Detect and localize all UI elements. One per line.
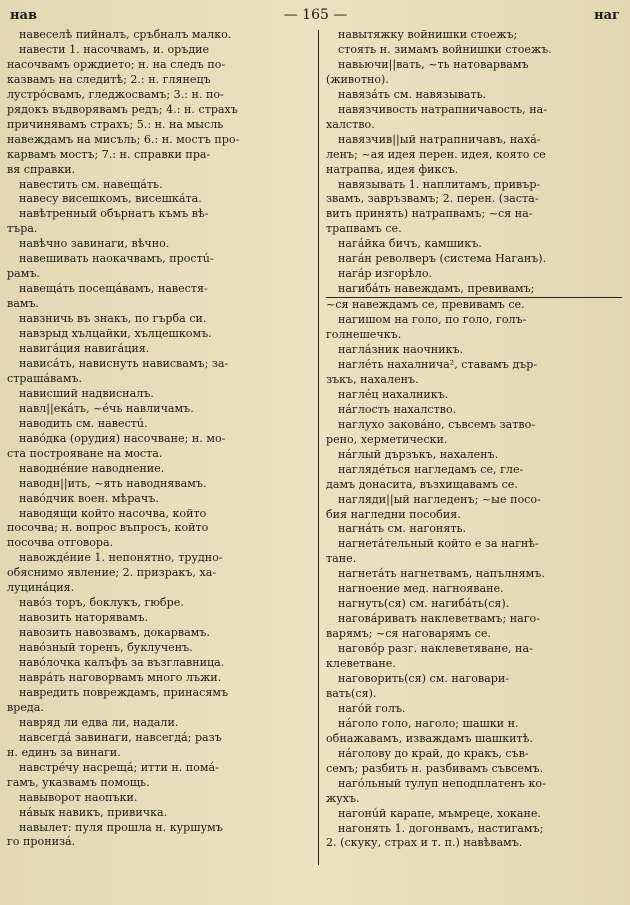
entry-line: нагáн револверъ (система Наганъ).	[338, 252, 547, 266]
right-column	[326, 28, 622, 893]
entry-line: гамъ, указвамъ помощь.	[7, 775, 150, 789]
entry-line: навеселѣ пийналъ, сръбналъ малко.	[19, 28, 232, 41]
entry-line: навестить см. навещáть.	[19, 177, 163, 191]
entry-line: навóлочка калъфъ за възглавница.	[19, 656, 225, 670]
entry-line: обяснимо явление; 2. призракъ, ха-	[7, 566, 217, 580]
header-right-guide-word: наг	[594, 7, 620, 23]
entry-line: го пронизá.	[7, 835, 76, 849]
entry-line: нагонúй карапе, мъмреце, хокане.	[338, 806, 541, 820]
entry-line: наглéц нахалникъ.	[338, 387, 449, 401]
entry-line: търа.	[7, 222, 38, 236]
page-header	[10, 4, 620, 26]
entry-line: навѣтренный обърнатъ къмъ вѣ-	[19, 207, 209, 221]
column-divider	[318, 30, 319, 865]
entry-line: страшáвамъ.	[7, 371, 83, 385]
entry-line: нáглость нахалство.	[338, 402, 457, 416]
header-left-guide-word: нав	[10, 7, 37, 23]
entry-line: нáголо голо, наголо; шашки н.	[338, 716, 519, 730]
entry-line: наводить см. навестú.	[19, 416, 148, 430]
entry-line: ленъ; ~ая идея перен. идея, която се	[326, 147, 546, 161]
entry-line: причинявамъ страхъ; 5.: н. на мысль	[7, 117, 224, 131]
entry-line: ста построяване на моста.	[7, 446, 163, 460]
entry-line: нагóльный тулуп неподплатенъ ко-	[338, 776, 546, 790]
entry-line: навряд ли едва ли, надали.	[19, 715, 179, 729]
entry-line: навигáция навигáция.	[19, 342, 150, 356]
entry-line: вамъ.	[7, 297, 40, 311]
entry-line: 2. (скуку, страх и т. п.) навѣвамъ.	[326, 836, 523, 850]
entry-line: наглухо заковáно, съвсемъ затво-	[338, 417, 536, 431]
entry-line: навеждамъ на мисъль; 6.: н. мостъ про-	[7, 132, 240, 146]
entry-line: тане.	[326, 552, 357, 566]
entry-line: навредить повреждамъ, принасямъ	[19, 685, 229, 699]
entry-line: наводнéние наводнение.	[19, 461, 165, 475]
entry-line: вить принять) натрапвамъ; ~ся на-	[326, 207, 533, 221]
entry-line: навытяжку войнишки стоежъ;	[338, 28, 518, 41]
entry-line: навóзный торенъ, буклученъ.	[19, 641, 193, 655]
entry-line: нагнуть(ся) см. нагибáть(ся).	[338, 597, 510, 611]
entry-line: навозить наторявамъ.	[19, 611, 149, 625]
entry-line: наврáть наговорвамъ много лъжи.	[19, 670, 222, 684]
entry-line: навзрыд хълцайки, хълцешкомъ.	[19, 327, 212, 341]
entry-line: рамъ.	[7, 267, 40, 281]
entry-line: нáголову до край, до кракъ, съв-	[338, 746, 529, 760]
entry-line: навязчив||ый натрапничавъ, нахá-	[338, 132, 541, 146]
entry-line: нагляди||ый нагледенъ; ~ые посо-	[338, 492, 541, 506]
entry-line: варямъ; ~ся наговарямъ се.	[326, 627, 491, 641]
entry-line: навязчивость натрапничавость, на-	[338, 102, 547, 116]
entry-line: трапвамъ се.	[326, 222, 402, 236]
entry-line: навзничь въ знакъ, по гърба си.	[19, 312, 207, 326]
entry-line: навóдка (орудия) насочване; н. мо-	[19, 431, 226, 445]
entry-line: вреда.	[7, 700, 44, 714]
entry-line: рядокъ въдворявамъ редъ; 4.: н. страхъ	[7, 102, 238, 116]
entry-line: стоять н. зимамъ войнишки стоежъ.	[338, 42, 552, 56]
entry-line: рено, херметически.	[326, 432, 448, 446]
entry-line: нагонять 1. догонвамъ, настигамъ;	[338, 821, 544, 835]
entry-line: навесу висешкомъ, висешкáта.	[19, 192, 202, 206]
entry-line: навещáть посещáвамъ, навестя-	[19, 282, 208, 296]
entry-line: клеветване.	[326, 657, 396, 671]
entry-line: нагляде́ться нагледамъ се, гле-	[338, 462, 524, 476]
entry-line: наговóр разг. наклеветяване, на-	[338, 642, 533, 656]
entry-line: казвамъ на следитѣ; 2.: н. глянецъ	[7, 72, 211, 86]
entry-line: навязáть см. навязывать.	[338, 87, 487, 101]
entry-line: ~ся навеждамъ се, превивамъ се.	[326, 297, 622, 313]
entry-line: звамъ, завръзвамъ; 2. перен. (заста-	[326, 192, 539, 206]
entry-line: навóз торъ, боклукъ, гюбре.	[19, 596, 184, 610]
entry-line: карвамъ мостъ; 7.: н. справки пра-	[7, 147, 211, 161]
entry-line: наглáзник наочникъ.	[338, 343, 464, 357]
entry-line: жухъ.	[326, 791, 360, 805]
entry-line: нагнетáть нагнетвамъ, напълнямъ.	[338, 567, 545, 581]
entry-line: лустрóсвамъ, гледжосвамъ; 3.: н. по-	[7, 87, 224, 101]
entry-line: голнешечкъ.	[326, 328, 402, 342]
entry-line: бия нагледни пособия.	[326, 507, 461, 521]
entry-line: навести 1. насочвамъ, и. оръдие	[19, 42, 210, 56]
entry-line: наговáривать наклеветвамъ; наго-	[338, 612, 540, 626]
entry-line: нáвык навикъ, привичка.	[19, 805, 168, 819]
entry-line: обнажавамъ, изваждамъ шашкитѣ.	[326, 731, 533, 745]
entry-line: навстрéчу насрещá; итти н. помá-	[19, 760, 219, 774]
left-column	[7, 28, 311, 893]
entry-line: нагнáть см. нагонять.	[338, 522, 467, 536]
entry-line: луцинáция.	[7, 581, 75, 595]
entry-line: натрапва, идея фиксъ.	[326, 162, 459, 176]
entry-line: нагóй голъ.	[338, 701, 406, 715]
page-number: — 165 —	[283, 7, 348, 23]
entry-line: навождéние 1. непонятно, трудно-	[19, 551, 223, 565]
entry-line: нагáр изгорѣло.	[338, 267, 433, 281]
entry-line: зъкъ, нахаленъ.	[326, 372, 419, 386]
entry-line: нагноение мед. нагнояване.	[338, 582, 504, 596]
entry-line: нависáть, нависнуть нависвамъ; за-	[19, 356, 229, 370]
entry-line: навозить навозвамъ, докарвамъ.	[19, 626, 210, 640]
entry-line: посочва; н. вопрос въпросъ, който	[7, 521, 209, 535]
entry-line: нагибáть навеждамъ, превивамъ;	[338, 282, 535, 296]
entry-line: нависший надвисналъ.	[19, 386, 154, 400]
entry-line: халство.	[326, 117, 375, 131]
entry-line: (животно).	[326, 72, 389, 86]
entry-line: навóдчик воен. мѣрачъ.	[19, 491, 159, 505]
entry-line: навешивать наокачвамъ, простú-	[19, 252, 214, 266]
entry-line: наглéть нахалнича², ставамъ дър-	[338, 357, 538, 371]
entry-line: наводн||ить, ~ять наводнявамъ.	[19, 476, 207, 490]
entry-line: вать(ся).	[326, 686, 377, 700]
entry-line: навыворот наопъки.	[19, 790, 138, 804]
entry-line: навылет: пуля прошла н. куршумъ	[19, 820, 223, 834]
entry-line: навязывать 1. наплитамъ, привър-	[338, 177, 541, 191]
entry-line: нагнетáтельный който е за нагнѣ-	[338, 537, 539, 551]
entry-line: навѣчно завинаги, вѣчно.	[19, 237, 170, 251]
entry-line: семъ; разбить н. разбивамъ съвсемъ.	[326, 761, 544, 775]
entry-line: н. единъ за винаги.	[7, 745, 121, 759]
entry-line: нáглый дързъкъ, нахаленъ.	[338, 447, 499, 461]
entry-line: навл||екáть, ~éчь навличамъ.	[19, 401, 194, 415]
entry-line: насочвамъ орждието; н. на следъ по-	[7, 57, 226, 71]
entry-line: нагишом на голо, по голо, голъ-	[338, 313, 527, 327]
entry-line: дамъ донасита, възхищавамъ се.	[326, 477, 518, 491]
entry-line: посочва отговора.	[7, 536, 114, 550]
entry-line: наговорить(ся) см. наговари-	[338, 671, 509, 685]
entry-line: навсегдá завинаги, навсегдá; разъ	[19, 730, 222, 744]
entry-line: наводящи който насочва, който	[19, 506, 207, 520]
entry-line: нагáйка бичъ, камшикъ.	[338, 237, 482, 251]
entry-line: вя справки.	[7, 162, 76, 176]
entry-line: навьючи||вать, ~ть натоварвамъ	[338, 57, 529, 71]
